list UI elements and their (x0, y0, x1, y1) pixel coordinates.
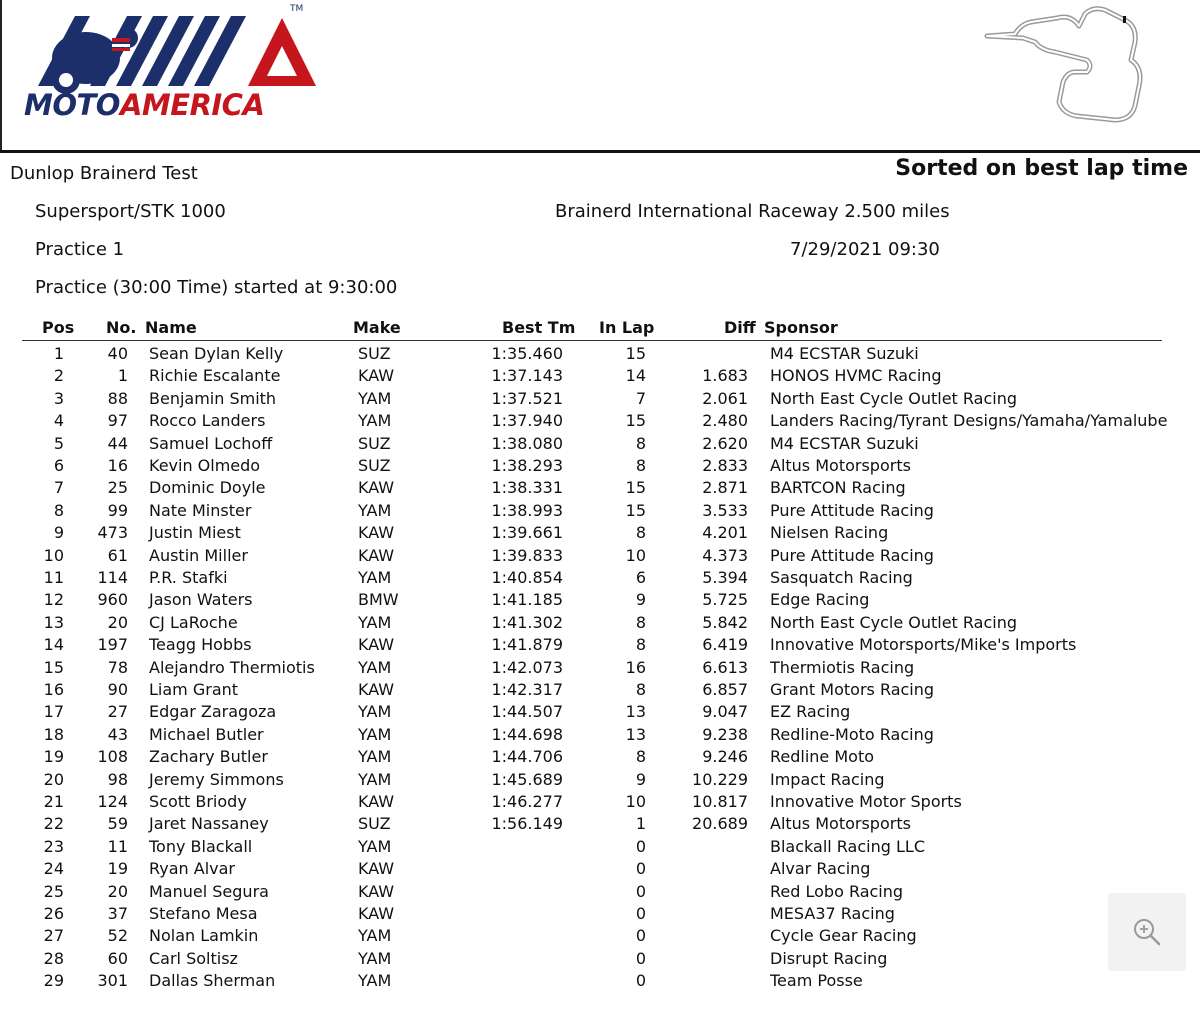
cell-number: 473 (97, 523, 128, 543)
results-table-header (0, 318, 1200, 340)
cell-sponsor: MESA37 Racing (770, 904, 895, 923)
cell-in-lap: 8 (635, 635, 646, 655)
cell-best-time: 1:38.080 (491, 433, 563, 453)
table-row (0, 545, 1200, 567)
cell-diff: 4.373 (702, 545, 748, 565)
cell-diff: 3.533 (702, 500, 748, 520)
cell-make: YAM (358, 411, 392, 431)
cell-best-time: 1:38.331 (491, 478, 563, 498)
cell-sponsor: Blackall Racing LLC (770, 836, 925, 856)
cell-in-lap: 13 (625, 702, 646, 722)
cell-diff: 2.833 (702, 456, 748, 475)
cell-best-time: 1:41.302 (491, 612, 563, 632)
cell-number: 301 (97, 971, 128, 991)
cell-in-lap: 0 (635, 971, 646, 991)
cell-sponsor: North East Cycle Outlet Racing (770, 612, 1018, 632)
cell-number: 97 (107, 411, 128, 431)
table-row (0, 612, 1200, 634)
cell-in-lap: 9 (635, 590, 646, 610)
cell-name: Jeremy Simmons (149, 769, 284, 789)
cell-number: 61 (107, 545, 128, 565)
cell-pos: 8 (53, 500, 64, 520)
table-row (0, 858, 1200, 880)
cell-in-lap: 8 (635, 433, 646, 453)
table-row (0, 388, 1200, 410)
cell-sponsor: EZ Racing (770, 702, 851, 722)
table-row (0, 477, 1200, 499)
table-row (0, 365, 1200, 387)
cell-make: YAM (358, 702, 392, 722)
column-header-in-lap: In Lap (599, 318, 655, 337)
cell-in-lap: 13 (625, 724, 646, 744)
cell-in-lap: 15 (625, 411, 646, 431)
cell-name: Austin Miller (149, 545, 248, 565)
cell-name: P.R. Stafki (149, 568, 228, 587)
column-header-no: No. (106, 318, 137, 337)
cell-pos: 6 (53, 456, 64, 475)
table-row (0, 925, 1200, 947)
cell-name: Nate Minster (149, 500, 252, 520)
cell-make: KAW (358, 366, 395, 386)
cell-pos: 3 (53, 388, 64, 408)
cell-diff: 9.047 (702, 702, 748, 722)
cell-best-time: 1:42.073 (491, 657, 563, 677)
cell-sponsor: Landers Racing/Tyrant Designs/Yamaha/Yamalube (770, 411, 1168, 431)
cell-best-time: 1:39.833 (491, 545, 563, 565)
session-start-info: Practice (30:00 Time) started at 9:30:00 (35, 277, 398, 298)
cell-best-time: 1:38.293 (491, 456, 563, 475)
cell-pos: 16 (43, 680, 64, 699)
cell-make: YAM (358, 747, 392, 767)
session-name: Practice 1 (35, 239, 125, 260)
cell-make: YAM (358, 568, 392, 587)
cell-best-time: 1:46.277 (491, 792, 563, 811)
cell-pos: 12 (43, 590, 64, 610)
cell-name: Samuel Lochoff (149, 433, 273, 453)
cell-name: Tony Blackall (149, 836, 253, 856)
cell-in-lap: 0 (635, 904, 646, 923)
cell-number: 16 (107, 456, 128, 475)
cell-number: 40 (107, 344, 128, 363)
logo-graphic (20, 8, 320, 98)
cell-name: Liam Grant (149, 680, 239, 699)
cell-pos: 29 (43, 971, 64, 991)
logo-wordmark (24, 88, 264, 122)
cell-make: SUZ (358, 814, 391, 834)
cell-make: SUZ (358, 456, 391, 475)
table-row (0, 746, 1200, 768)
cell-pos: 22 (43, 814, 64, 834)
cell-make: KAW (358, 635, 395, 655)
cell-name: Nolan Lamkin (149, 926, 259, 946)
cell-sponsor: Grant Motors Racing (770, 680, 935, 699)
cell-number: 52 (107, 926, 128, 946)
cell-make: KAW (358, 859, 395, 879)
cell-number: 99 (107, 500, 128, 520)
cell-name: Dominic Doyle (149, 478, 266, 498)
cell-sponsor: Cycle Gear Racing (770, 926, 917, 946)
cell-number: 43 (107, 724, 128, 744)
cell-number: 11 (107, 836, 128, 856)
cell-pos: 15 (43, 657, 64, 677)
cell-number: 37 (107, 904, 128, 923)
cell-number: 78 (107, 657, 128, 677)
cell-name: Rocco Landers (149, 411, 266, 431)
cell-diff: 10.817 (692, 792, 748, 811)
cell-number: 60 (107, 948, 128, 968)
cell-make: KAW (358, 792, 395, 811)
trademark-mark: TM (290, 4, 304, 14)
table-header-rule (22, 340, 1162, 341)
cell-make: YAM (358, 500, 392, 520)
cell-diff: 10.229 (692, 769, 748, 789)
cell-best-time: 1:38.993 (491, 500, 563, 520)
cell-number: 90 (107, 680, 128, 699)
cell-make: YAM (358, 388, 392, 408)
table-row (0, 589, 1200, 611)
cell-in-lap: 0 (635, 836, 646, 856)
cell-make: KAW (358, 545, 395, 565)
cell-diff: 9.246 (702, 747, 748, 767)
cell-pos: 26 (43, 904, 64, 923)
cell-diff: 1.683 (702, 366, 748, 386)
cell-in-lap: 8 (635, 747, 646, 767)
cell-name: Benjamin Smith (149, 388, 277, 408)
cell-make: YAM (358, 724, 392, 744)
cell-name: Edgar Zaragoza (149, 702, 277, 722)
cell-best-time: 1:35.460 (491, 344, 563, 363)
cell-pos: 5 (53, 433, 64, 453)
session-date: 7/29/2021 09:30 (790, 239, 940, 260)
cell-number: 98 (107, 769, 128, 789)
cell-number: 960 (97, 590, 128, 610)
cell-name: Michael Butler (149, 724, 264, 744)
cell-sponsor: BARTCON Racing (770, 478, 906, 498)
cell-pos: 25 (43, 881, 64, 901)
cell-number: 197 (97, 635, 128, 655)
cell-pos: 4 (53, 411, 64, 431)
table-row (0, 500, 1200, 522)
cell-number: 59 (107, 814, 128, 834)
table-row (0, 791, 1200, 813)
cell-number: 108 (97, 747, 128, 767)
cell-pos: 10 (43, 545, 64, 565)
cell-name: Stefano Mesa (149, 904, 258, 923)
cell-sponsor: Nielsen Racing (770, 523, 889, 543)
cell-in-lap: 10 (625, 792, 646, 811)
table-row (0, 410, 1200, 432)
table-row (0, 724, 1200, 746)
table-row (0, 903, 1200, 925)
cell-sponsor: Sasquatch Racing (770, 568, 913, 587)
cell-in-lap: 16 (625, 657, 646, 677)
cell-best-time: 1:45.689 (491, 769, 563, 789)
cell-make: SUZ (358, 433, 391, 453)
cell-in-lap: 9 (635, 769, 646, 789)
column-header-make: Make (353, 318, 401, 337)
cell-make: YAM (358, 657, 392, 677)
zoom-in-icon (1132, 917, 1162, 947)
cell-make: SUZ (358, 344, 391, 363)
cell-sponsor: M4 ECSTAR Suzuki (770, 433, 919, 453)
cell-pos: 17 (43, 702, 64, 722)
cell-diff: 2.480 (702, 411, 748, 431)
table-row (0, 836, 1200, 858)
cell-diff: 5.394 (702, 568, 748, 587)
column-header-sponsor: Sponsor (764, 318, 838, 337)
table-row (0, 634, 1200, 656)
table-row (0, 970, 1200, 992)
cell-in-lap: 0 (635, 881, 646, 901)
cell-make: YAM (358, 948, 392, 968)
cell-number: 114 (97, 568, 128, 587)
cell-pos: 24 (43, 859, 64, 879)
cell-diff: 6.419 (702, 635, 748, 655)
cell-diff: 2.871 (702, 478, 748, 498)
cell-in-lap: 8 (635, 523, 646, 543)
event-title: Dunlop Brainerd Test (10, 163, 198, 184)
table-row (0, 455, 1200, 477)
table-row (0, 657, 1200, 679)
zoom-button[interactable] (1108, 893, 1186, 971)
cell-name: Zachary Butler (149, 747, 268, 767)
cell-sponsor: HONOS HVMC Racing (770, 366, 942, 386)
table-row (0, 433, 1200, 455)
cell-in-lap: 6 (635, 568, 646, 587)
cell-in-lap: 7 (635, 388, 646, 408)
table-row (0, 679, 1200, 701)
cell-in-lap: 0 (635, 859, 646, 879)
cell-sponsor: Edge Racing (770, 590, 870, 610)
cell-sponsor: Pure Attitude Racing (770, 545, 934, 565)
cell-pos: 13 (43, 612, 64, 632)
cell-best-time: 1:44.507 (491, 702, 563, 722)
cell-diff: 5.842 (702, 612, 748, 632)
cell-number: 44 (107, 433, 128, 453)
cell-in-lap: 15 (625, 344, 646, 363)
venue-info: Brainerd International Raceway 2.500 miles (555, 201, 950, 222)
cell-best-time: 1:41.879 (491, 635, 563, 655)
table-row (0, 343, 1200, 365)
cell-pos: 21 (43, 792, 64, 811)
cell-make: BMW (358, 590, 399, 610)
table-row (0, 701, 1200, 723)
cell-pos: 14 (43, 635, 64, 655)
cell-in-lap: 10 (625, 545, 646, 565)
cell-sponsor: Innovative Motor Sports (770, 792, 962, 811)
cell-make: KAW (358, 680, 395, 699)
cell-make: KAW (358, 478, 395, 498)
cell-name: Teagg Hobbs (149, 635, 252, 655)
cell-number: 124 (97, 792, 128, 811)
cell-best-time: 1:39.661 (491, 523, 563, 543)
cell-sponsor: Disrupt Racing (770, 948, 888, 968)
cell-pos: 23 (43, 836, 64, 856)
cell-sponsor: Innovative Motorsports/Mike's Imports (770, 635, 1077, 655)
cell-name: Carl Soltisz (149, 948, 238, 968)
cell-sponsor: Redline Moto (770, 747, 875, 767)
cell-in-lap: 15 (625, 500, 646, 520)
cell-name: Jaret Nassaney (149, 814, 269, 834)
table-row (0, 522, 1200, 544)
cell-diff: 2.061 (702, 388, 748, 408)
cell-number: 20 (107, 612, 128, 632)
cell-number: 19 (107, 859, 128, 879)
page-border-left (0, 0, 2, 152)
table-row (0, 567, 1200, 589)
cell-best-time: 1:44.706 (491, 747, 563, 767)
cell-sponsor: Team Posse (770, 971, 863, 991)
cell-sponsor: Impact Racing (770, 769, 885, 789)
cell-in-lap: 8 (635, 456, 646, 475)
table-row (0, 948, 1200, 970)
cell-number: 1 (117, 366, 128, 386)
cell-name: Dallas Sherman (149, 971, 276, 991)
sort-description: Sorted on best lap time (895, 156, 1188, 181)
cell-sponsor: Altus Motorsports (770, 814, 911, 834)
cell-make: KAW (358, 523, 395, 543)
cell-sponsor: Alvar Racing (770, 859, 871, 879)
cell-pos: 11 (43, 568, 64, 587)
cell-pos: 7 (53, 478, 64, 498)
cell-in-lap: 0 (635, 926, 646, 946)
logo-word-moto: MOTO (24, 88, 120, 122)
cell-name: Ryan Alvar (149, 859, 235, 879)
cell-make: YAM (358, 926, 392, 946)
cell-best-time: 1:37.143 (491, 366, 563, 386)
cell-sponsor: Red Lobo Racing (770, 881, 904, 901)
column-header-pos: Pos (42, 318, 75, 337)
table-row (0, 769, 1200, 791)
class-name: Supersport/STK 1000 (35, 201, 226, 222)
cell-number: 88 (107, 388, 128, 408)
cell-name: Kevin Olmedo (149, 456, 261, 475)
cell-in-lap: 8 (635, 680, 646, 699)
cell-pos: 19 (43, 747, 64, 767)
cell-name: Richie Escalante (149, 366, 281, 386)
cell-in-lap: 14 (625, 366, 646, 386)
cell-diff: 6.613 (702, 657, 748, 677)
cell-in-lap: 1 (635, 814, 646, 834)
cell-diff: 6.857 (702, 680, 748, 699)
cell-best-time: 1:44.698 (491, 724, 563, 744)
cell-number: 27 (107, 702, 128, 722)
cell-pos: 27 (43, 926, 64, 946)
cell-name: CJ LaRoche (149, 612, 238, 632)
cell-make: YAM (358, 769, 392, 789)
table-row (0, 813, 1200, 835)
cell-pos: 2 (53, 366, 64, 386)
cell-best-time: 1:41.185 (491, 590, 563, 610)
cell-sponsor: Thermiotis Racing (770, 657, 915, 677)
cell-number: 20 (107, 881, 128, 901)
cell-best-time: 1:37.940 (491, 411, 563, 431)
column-header-name: Name (145, 318, 197, 337)
cell-sponsor: Pure Attitude Racing (770, 500, 934, 520)
cell-pos: 18 (43, 724, 64, 744)
cell-diff: 4.201 (702, 523, 748, 543)
cell-pos: 1 (53, 344, 64, 363)
cell-make: KAW (358, 904, 395, 923)
cell-pos: 28 (43, 948, 64, 968)
cell-sponsor: Redline-Moto Racing (770, 724, 934, 744)
cell-make: YAM (358, 971, 392, 991)
cell-best-time: 1:42.317 (491, 680, 563, 699)
cell-sponsor: North East Cycle Outlet Racing (770, 388, 1018, 408)
header-divider (0, 150, 1200, 153)
cell-in-lap: 0 (635, 948, 646, 968)
cell-name: Alejandro Thermiotis (149, 657, 315, 677)
cell-pos: 20 (43, 769, 64, 789)
column-header-diff: Diff (724, 318, 756, 337)
cell-make: YAM (358, 612, 392, 632)
cell-best-time: 1:37.521 (491, 388, 563, 408)
track-map-icon (975, 2, 1175, 128)
cell-pos: 9 (53, 523, 64, 543)
table-row (0, 881, 1200, 903)
cell-name: Scott Briody (149, 792, 247, 811)
cell-name: Manuel Segura (149, 881, 269, 901)
cell-best-time: 1:40.854 (491, 568, 563, 587)
cell-in-lap: 15 (625, 478, 646, 498)
cell-best-time: 1:56.149 (491, 814, 563, 834)
cell-diff: 5.725 (702, 590, 748, 610)
cell-diff: 9.238 (702, 724, 748, 744)
cell-name: Justin Miest (149, 523, 241, 543)
logo-word-america: AMERICA (119, 88, 265, 122)
cell-make: YAM (358, 836, 392, 856)
cell-sponsor: M4 ECSTAR Suzuki (770, 344, 919, 363)
cell-diff: 2.620 (702, 433, 748, 453)
cell-name: Sean Dylan Kelly (149, 344, 284, 363)
column-header-best-time: Best Tm (502, 318, 576, 337)
cell-make: KAW (358, 881, 395, 901)
cell-in-lap: 8 (635, 612, 646, 632)
cell-number: 25 (107, 478, 128, 498)
cell-sponsor: Altus Motorsports (770, 456, 911, 475)
cell-name: Jason Waters (149, 590, 253, 610)
cell-diff: 20.689 (692, 814, 748, 834)
